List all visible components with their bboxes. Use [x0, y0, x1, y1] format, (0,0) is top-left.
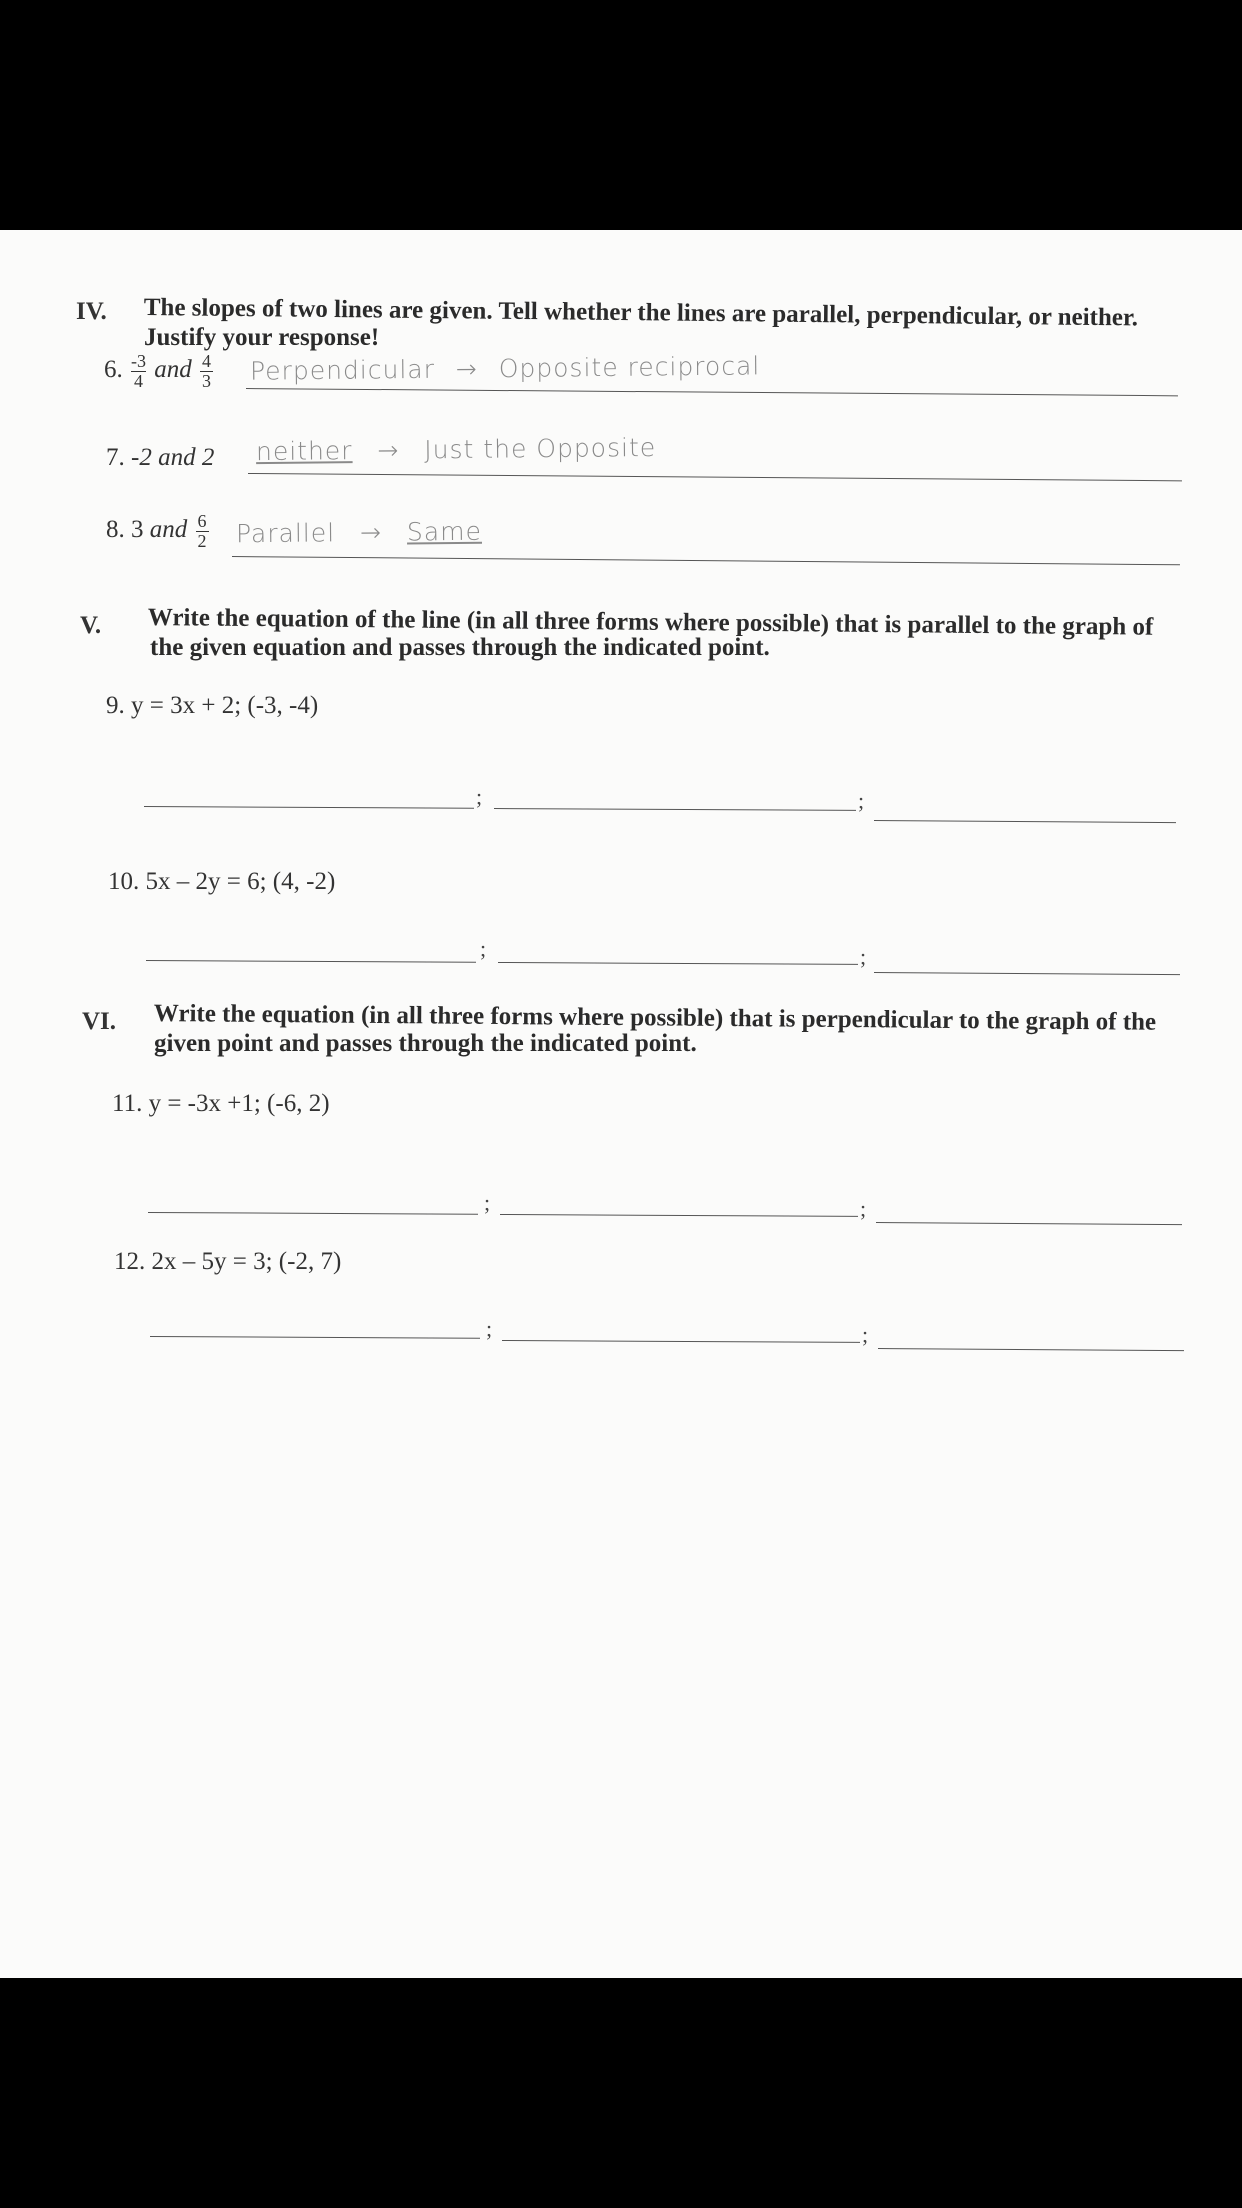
separator: ;	[858, 788, 865, 813]
problem-6-justification: Opposite reciprocal	[498, 351, 761, 384]
problem-8-fraction	[196, 512, 209, 551]
problem-11-form-2-line[interactable]	[500, 1214, 858, 1217]
separator: ;	[480, 936, 487, 961]
problem-12-form-3-line[interactable]	[878, 1348, 1184, 1351]
section-v-numeral: V.	[80, 612, 102, 639]
fraction-b-numerator: 4	[202, 351, 211, 371]
problem-8-justification: Same	[406, 516, 483, 547]
section-vi-instruction-1: Write the equation (in all three forms where possible) that is perpendicular to the graph of the	[153, 999, 1157, 1036]
fraction-b-denominator: 3	[202, 371, 211, 391]
problem-7	[106, 444, 214, 472]
problem-6-fraction-a	[131, 352, 146, 391]
problem-7-number: 7.	[106, 444, 125, 471]
fraction-denominator: 2	[197, 531, 207, 551]
problem-8-number: 8.	[106, 516, 125, 544]
problem-8-answer	[236, 517, 482, 549]
fraction-a-denominator: 4	[131, 371, 146, 391]
problem-8-answer-line	[232, 556, 1180, 565]
problem-7-answer	[256, 433, 656, 466]
section-vi-numeral: VI.	[82, 1008, 117, 1035]
problem-6-answer-line	[246, 388, 1178, 396]
section-iv-instruction-1: The slopes of two lines are given. Tell whether the lines are parallel, perpendicular, or neither.	[143, 293, 1139, 332]
separator: ;	[486, 1316, 493, 1341]
fraction-a-numerator: -3	[131, 351, 146, 371]
problem-7-answer-text: neither	[255, 436, 353, 467]
problem-6-answer-text: Perpendicular	[249, 354, 436, 386]
problem-9-form-2-line[interactable]	[494, 808, 856, 811]
problem-9-label: 9. y = 3x + 2; (-3, -4)	[106, 692, 319, 719]
problem-6-number: 6.	[104, 356, 123, 384]
separator: ;	[484, 1190, 491, 1215]
problem-12-form-2-line[interactable]	[502, 1340, 860, 1343]
problem-8-joiner: and	[149, 516, 188, 544]
problem-9-form-3-line[interactable]	[874, 820, 1176, 823]
problem-6-answer	[250, 351, 761, 385]
problem-10-form-1-line[interactable]	[146, 960, 476, 963]
problem-6-fraction-b	[200, 352, 213, 391]
problem-8	[106, 512, 211, 551]
problem-7-expression: -2 and 2	[131, 444, 215, 471]
problem-10-label: 10. 5x – 2y = 6; (4, -2)	[108, 868, 336, 895]
problem-11-form-1-line[interactable]	[148, 1212, 478, 1215]
worksheet-page	[0, 230, 1242, 1978]
problem-7-justification: Just the Opposite	[424, 432, 657, 465]
section-v-instruction-2: the given equation and passes through the indicated point.	[150, 634, 770, 661]
problem-6-joiner: and	[154, 356, 192, 384]
problem-10-form-2-line[interactable]	[498, 962, 858, 965]
problem-11-label: 11. y = -3x +1; (-6, 2)	[112, 1090, 330, 1117]
problem-8-whole: 3	[131, 516, 144, 544]
section-v-instruction-1: Write the equation of the line (in all three forms where possible) that is parallel to the graph of	[147, 603, 1154, 641]
section-vi-instruction-2: given point and passes through the indicated point.	[154, 1030, 697, 1057]
problem-12-label: 12. 2x – 5y = 3; (-2, 7)	[114, 1248, 342, 1275]
section-iv-instruction-2: Justify your response!	[144, 324, 380, 351]
arrow-icon: →	[455, 354, 478, 384]
section-iv-numeral: IV.	[76, 298, 107, 325]
arrow-icon: →	[377, 435, 400, 465]
problem-8-answer-text: Parallel	[235, 518, 336, 549]
problem-12-form-1-line[interactable]	[150, 1336, 480, 1339]
separator: ;	[860, 944, 867, 969]
problem-11-form-3-line[interactable]	[876, 1222, 1182, 1225]
problem-10-form-3-line[interactable]	[874, 972, 1180, 975]
problem-7-answer-line	[248, 473, 1182, 481]
problem-9-form-1-line[interactable]	[144, 806, 474, 809]
separator: ;	[476, 784, 483, 809]
separator: ;	[860, 1196, 867, 1221]
arrow-icon: →	[359, 517, 383, 547]
fraction-numerator: 6	[197, 511, 207, 531]
problem-6	[104, 352, 215, 391]
separator: ;	[862, 1322, 869, 1347]
